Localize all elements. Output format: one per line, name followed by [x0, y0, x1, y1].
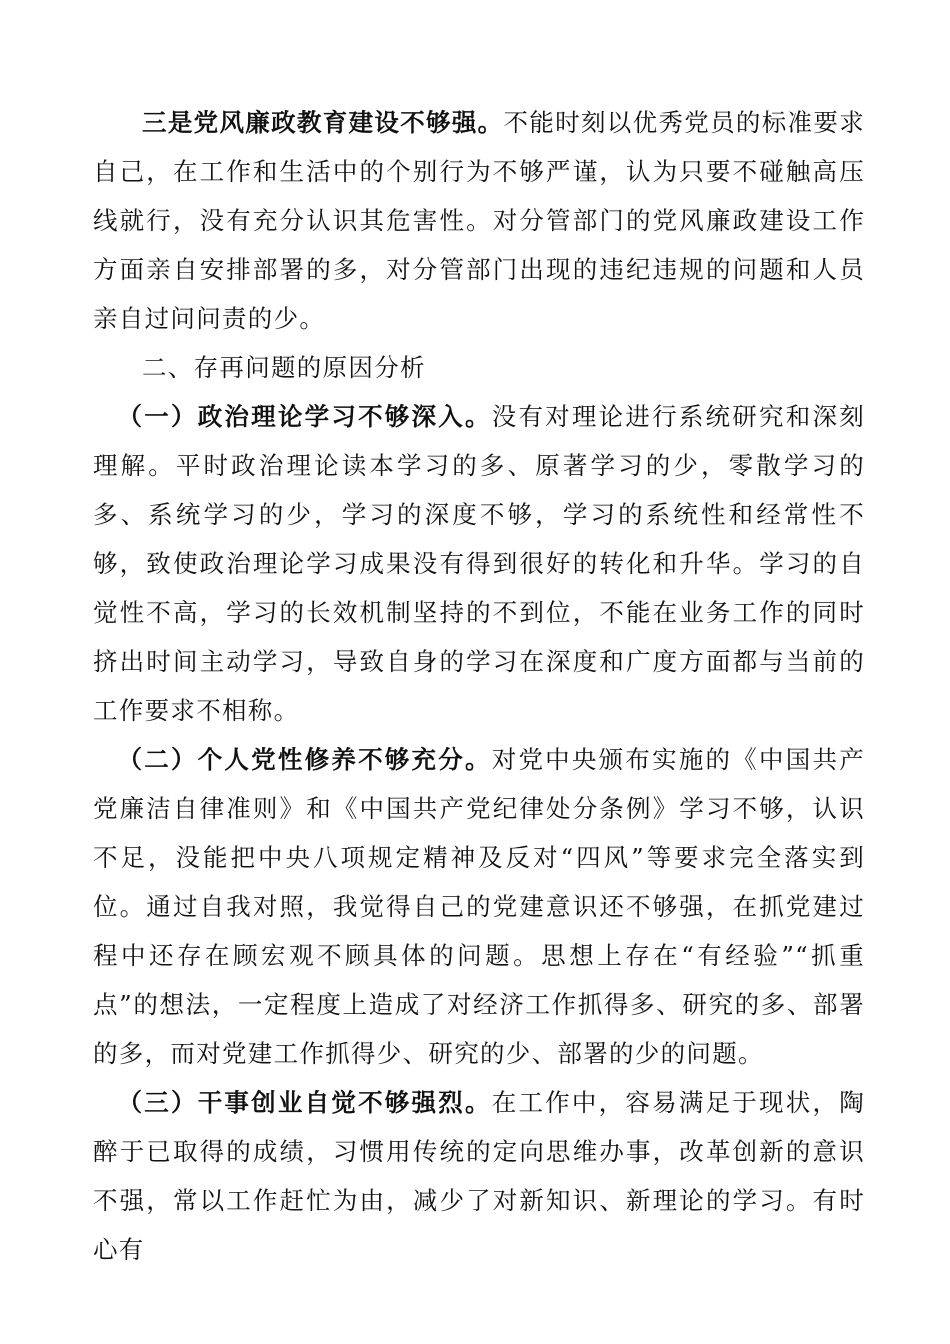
document-body	[93, 98, 865, 1274]
subsection-lead: （一）政治理论学习不够深入。	[117, 402, 492, 431]
section-heading: 二、存再问题的原因分析	[142, 353, 426, 382]
paragraph-party-style	[93, 98, 865, 343]
subsection-party-spirit	[93, 735, 865, 1078]
subsection-political-theory	[93, 392, 865, 735]
subsection-lead: （二）个人党性修养不够充分。	[117, 745, 492, 774]
subsection-text: 对党中央颁布实施的《中国共产党廉洁自律准则》和《中国共产党纪律处分条例》学习不够，认识不足，没能把中央八项规定精神及反对“四风”等要求完全落实到位。通过自我对照，我觉得自己的党建意识还不够强，在抓党建过程中还存在顾宏观不顾具体的问题。思想上存在“有经验”“抓重点”的想法，一定程度上造成了对经济工作抓得多、研究的多、部署的多，而对党建工作抓得少、研究的少、部署的少的问题。	[93, 745, 865, 1068]
subsection-entrepreneurship	[93, 1078, 865, 1274]
paragraph-lead: 三是党风廉政教育建设不够强。	[142, 108, 504, 137]
subsection-lead: （三）干事创业自觉不够强烈。	[117, 1088, 492, 1117]
subsection-text: 在工作中，容易满足于现状，陶醉于已取得的成绩，习惯用传统的定向思维办事，改革创新的意识不强，常以工作赶忙为由，减少了对新知识、新理论的学习。有时心有	[93, 1088, 865, 1264]
paragraph-text: 不能时刻以优秀党员的标准要求自己，在工作和生活中的个别行为不够严谨，认为只要不碰触高压线就行，没有充分认识其危害性。对分管部门的党风廉政建设工作方面亲自安排部署的多，对分管部门出现的违纪违规的问题和人员亲自过问问责的少。	[93, 108, 865, 333]
subsection-text: 没有对理论进行系统研究和深刻理解。平时政治理论读本学习的多、原著学习的少，零散学习的多、系统学习的少，学习的深度不够，学习的系统性和经常性不够，致使政治理论学习成果没有得到很好的转化和升华。学习的自觉性不高，学习的长效机制坚持的不到位，不能在业务工作的同时挤出时间主动学习，导致自身的学习在深度和广度方面都与当前的工作要求不相称。	[93, 402, 865, 725]
